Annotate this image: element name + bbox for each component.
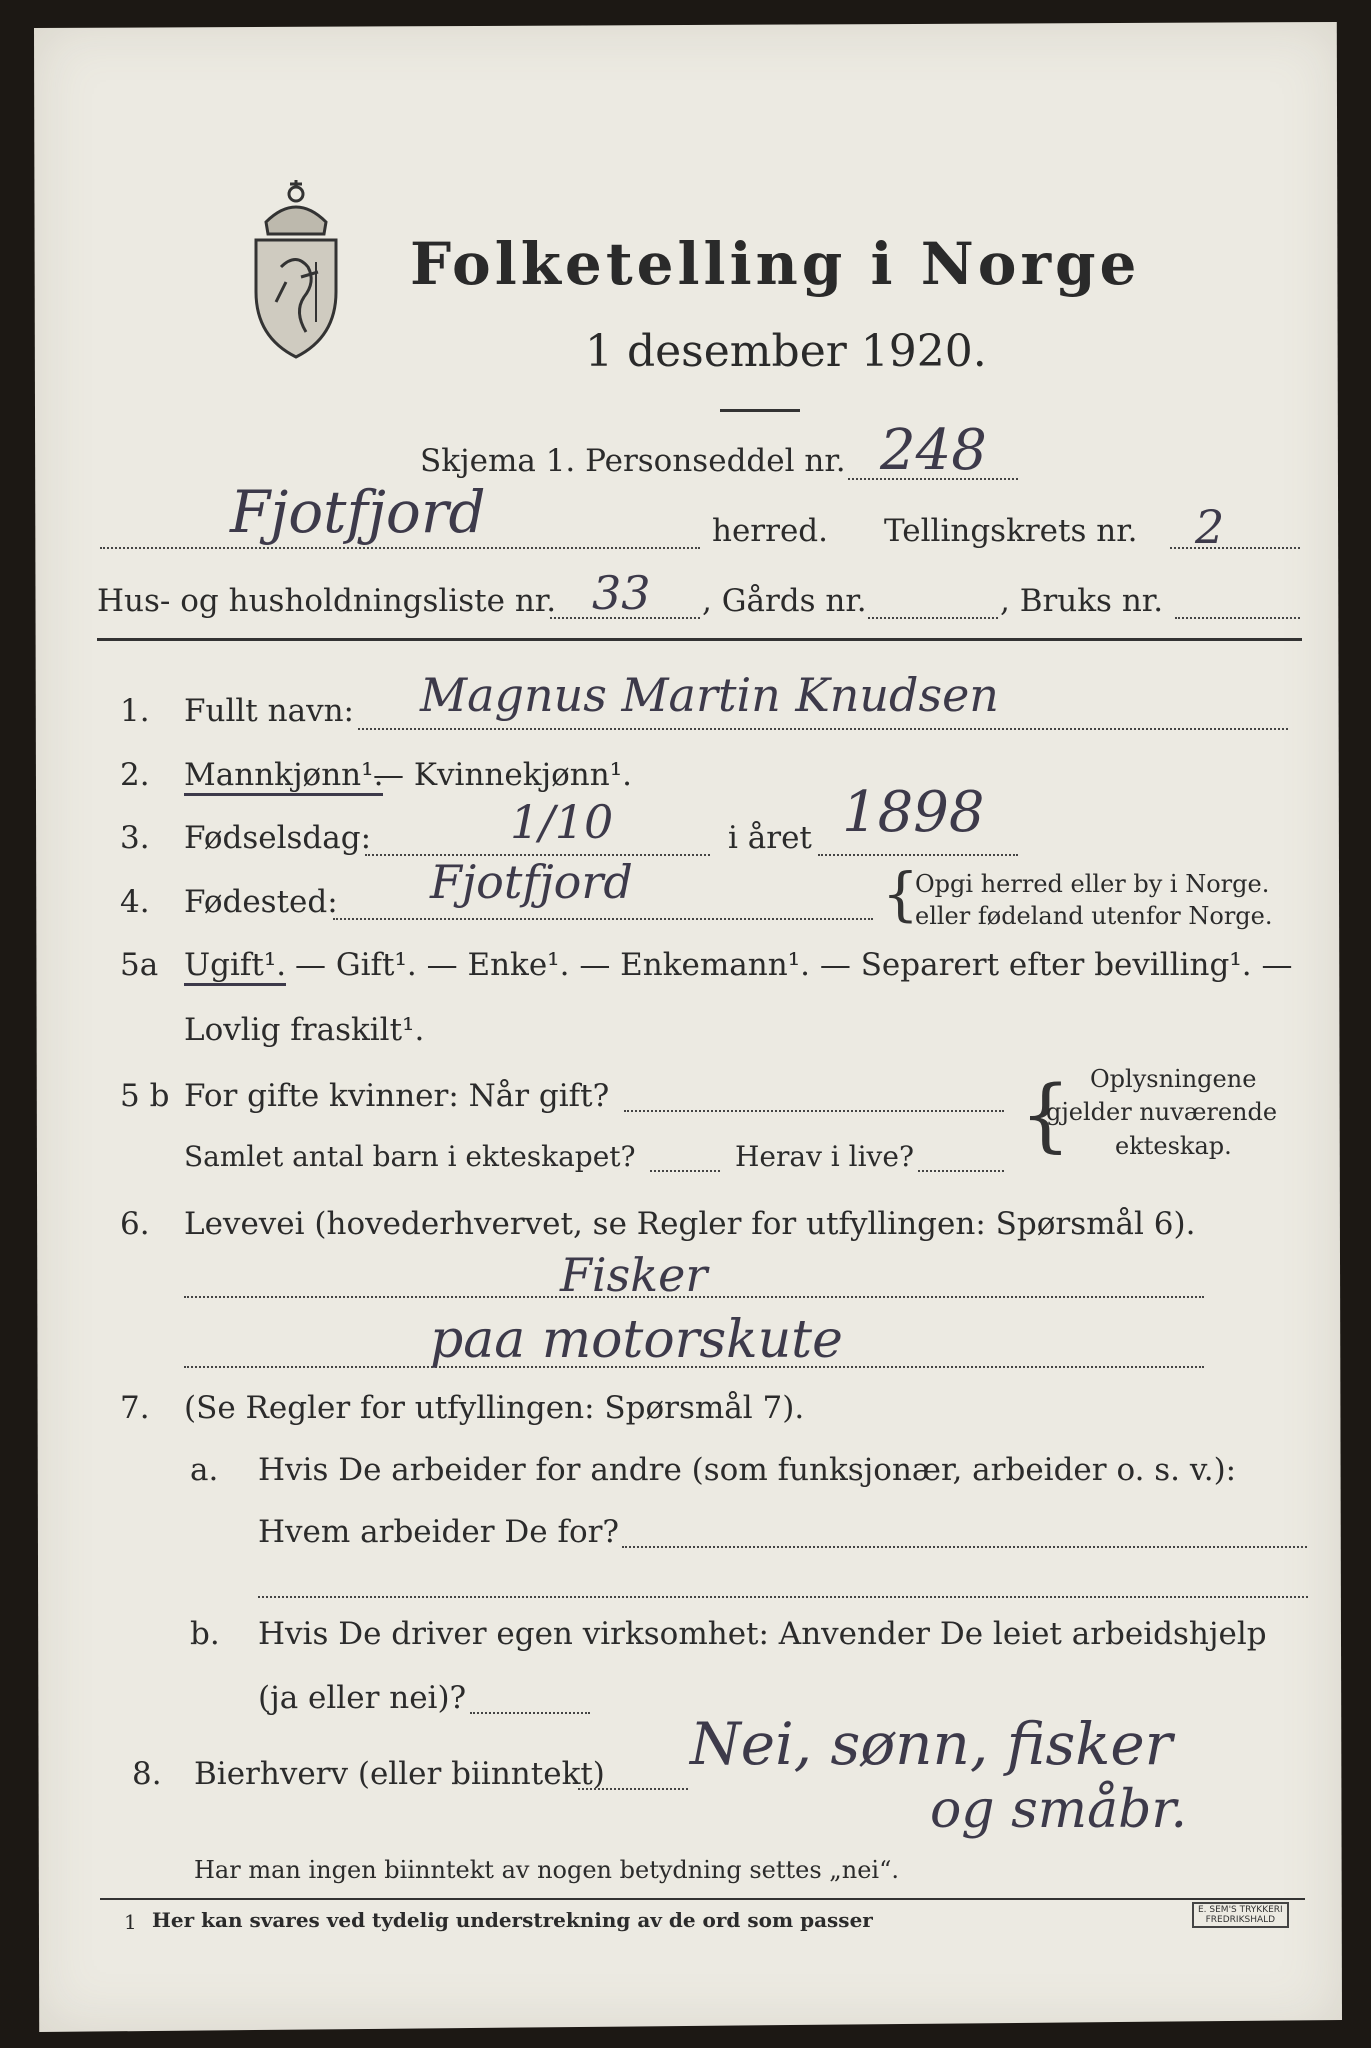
gards-dotline <box>868 617 998 619</box>
q4-dotline <box>333 918 873 920</box>
krets-value: 2 <box>1195 500 1225 554</box>
printer-line2: FREDRIKSHALD <box>1205 1915 1276 1925</box>
q5b-note-line2: gjelder nuværende <box>1046 1098 1278 1126</box>
q4-label: Fødested: <box>184 884 338 920</box>
q6-value-line1: Fisker <box>560 1248 708 1302</box>
herred-label: herred. <box>712 513 828 549</box>
krets-dotline <box>1170 547 1300 549</box>
krets-label: Tellingskrets nr. <box>884 513 1138 549</box>
q7a-dotline1 <box>622 1546 1307 1548</box>
q4-brace: { <box>882 860 919 928</box>
q7-label: (Se Regler for utfyllingen: Spørsmål 7). <box>184 1390 805 1426</box>
page-title: Folketelling i Norge <box>410 230 1141 298</box>
biinntekt-note: Har man ingen biinntekt av nogen betydning settes „nei“. <box>194 1856 899 1884</box>
q7a-label2: Hvem arbeider De for? <box>258 1514 620 1550</box>
footnote-text: Her kan svares ved tydelig understrekning av de ord som passer <box>152 1908 873 1932</box>
census-date: 1 desember 1920. <box>585 326 987 377</box>
q7b-dotline <box>470 1712 590 1714</box>
q5b-alive-dotline <box>918 1170 1004 1172</box>
q1-number: 1. <box>120 693 150 729</box>
q5a-ugift-option: Ugift¹. <box>184 947 286 986</box>
q7a-label: Hvis De arbeider for andre (som funksjonær, arbeider o. s. v.): <box>258 1452 1237 1488</box>
footnote-number: 1 <box>124 1910 137 1934</box>
q3-year-label: i året <box>728 820 812 856</box>
printer-stamp <box>1192 1902 1289 1928</box>
herred-value: Fjotfjord <box>230 478 486 546</box>
q4-value: Fjotfjord <box>430 855 633 909</box>
q5b-married-dotline <box>624 1110 1004 1112</box>
q4-number: 4. <box>120 884 150 920</box>
q5b-married-label: For gifte kvinner: Når gift? <box>184 1078 610 1114</box>
skjema-value: 248 <box>880 418 987 483</box>
q5b-children-dotline <box>650 1170 720 1172</box>
q3-label: Fødselsdag: <box>184 820 372 856</box>
q3-year-dotline <box>818 854 1018 856</box>
q7-number: 7. <box>120 1390 150 1426</box>
q1-dotline <box>358 728 1288 730</box>
q5b-children-label: Samlet antal barn i ekteskapet? <box>184 1140 636 1173</box>
q5a-other-options: — Gift¹. — Enke¹. — Enkemann¹. — Separert efter bevilling¹. — <box>295 947 1293 983</box>
q3-year-value: 1898 <box>842 780 985 845</box>
title-divider <box>720 409 800 412</box>
q7a-letter: a. <box>190 1452 219 1488</box>
norwegian-lion-shield-icon <box>246 172 346 362</box>
q8-number: 8. <box>132 1756 162 1792</box>
gards-label: , Gårds nr. <box>702 583 867 619</box>
q7b-label2: (ja eller nei)? <box>258 1680 467 1716</box>
bruks-dotline <box>1175 617 1300 619</box>
q3-number: 3. <box>120 820 150 856</box>
q6-value-line2: paa motorskute <box>430 1310 843 1370</box>
q6-label: Levevei (hovederhvervet, se Regler for utfyllingen: Spørsmål 6). <box>184 1206 1196 1242</box>
q2-male-option: Mannkjønn¹. <box>184 757 383 796</box>
q2-female-option: — Kvinnekjønn¹. <box>373 757 632 793</box>
q5b-number: 5 b <box>120 1078 170 1114</box>
hus-label: Hus- og husholdningsliste nr. <box>97 583 557 619</box>
bruks-label: , Bruks nr. <box>1000 583 1164 619</box>
printer-line1: E. SEM'S TRYKKERI <box>1198 1905 1283 1915</box>
q6-number: 6. <box>120 1206 150 1242</box>
q3-value: 1/10 <box>510 795 614 849</box>
q7a-dotline2 <box>258 1596 1308 1598</box>
footer-rule <box>100 1898 1305 1900</box>
q8-label: Bierhverv (eller biinntekt) <box>194 1756 605 1792</box>
q5b-alive-label: Herav i live? <box>735 1140 914 1173</box>
q5a-number: 5a <box>120 947 159 983</box>
q8-dotline <box>578 1788 688 1790</box>
q4-note-line1: Opgi herred eller by i Norge. <box>915 870 1270 898</box>
q5b-note-line1: Oplysningene <box>1090 1065 1257 1093</box>
q4-note-line2: eller fødeland utenfor Norge. <box>915 902 1273 930</box>
q7b-label: Hvis De driver egen virksomhet: Anvender De leiet arbeidshjelp <box>258 1616 1267 1652</box>
q2-number: 2. <box>120 757 150 793</box>
herred-dotline <box>100 547 700 549</box>
hus-value: 33 <box>592 566 651 620</box>
q8-value-line2: og småbr. <box>930 1780 1188 1840</box>
header-rule <box>97 638 1302 641</box>
q5a-line2: Lovlig fraskilt¹. <box>184 1012 425 1048</box>
q1-label: Fullt navn: <box>184 693 354 729</box>
q1-value: Magnus Martin Knudsen <box>420 668 999 722</box>
q8-value-line1: Nei, sønn, fisker <box>690 1710 1173 1778</box>
q5b-brace: { <box>1020 1068 1071 1161</box>
q5b-note-line3: ekteskap. <box>1115 1132 1232 1160</box>
skjema-label: Skjema 1. Personseddel nr. <box>420 443 846 479</box>
q7b-letter: b. <box>190 1616 220 1652</box>
